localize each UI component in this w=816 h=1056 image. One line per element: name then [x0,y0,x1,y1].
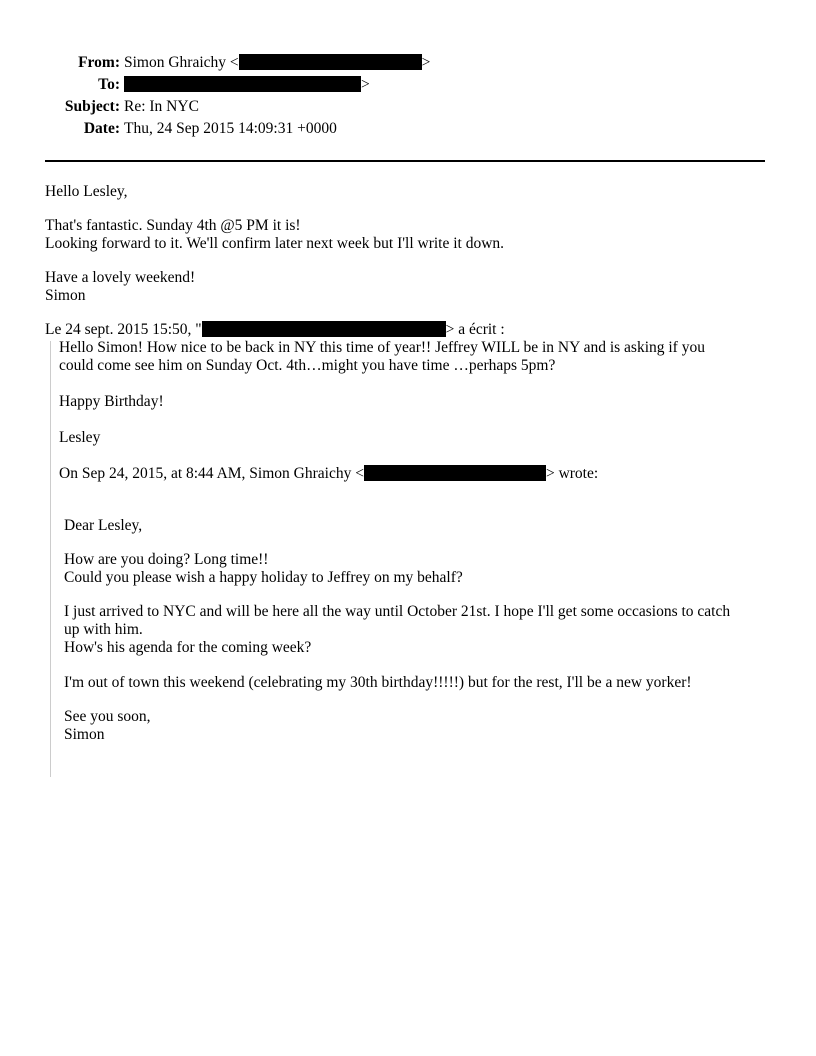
redacted-email [202,321,446,337]
quote2-line: up with him. [64,621,143,638]
quote-intro-end: > a écrit : [445,321,505,338]
quote2-line: How are you doing? Long time!! [64,551,269,568]
quote2-intro [59,465,759,483]
from-close: > [421,54,431,71]
to-row [0,76,370,96]
redacted-email [124,76,361,92]
from-label: From: [78,54,120,71]
quote2-line: See you soon, [64,708,151,725]
redacted-email [364,465,546,481]
quote-line: could come see him on Sunday Oct. 4th…might you have time …perhaps 5pm? [59,357,556,374]
header-divider [45,160,765,162]
quote2-line: I'm out of town this weekend (celebrating my 30th birthday!!!!!) but for the rest, I'll be a new yorker! [64,674,692,691]
quote2-intro-end: > wrote: [545,465,599,482]
quote2-intro-start: On Sep 24, 2015, at 8:44 AM, Simon Ghraichy < [59,465,364,482]
quote2-signature: Simon [64,726,105,743]
body-line: Have a lovely weekend! [45,269,196,286]
quote2-greeting: Dear Lesley, [64,517,143,534]
body-line: That's fantastic. Sunday 4th @5 PM it is! [45,217,301,234]
quote2-line: Could you please wish a happy holiday to Jeffrey on my behalf? [64,569,463,586]
date-label: Date: [83,120,120,137]
quote-line: Happy Birthday! [59,393,164,410]
from-name: Simon Ghraichy < [124,54,239,71]
quote-intro [45,321,765,339]
date-row [0,120,337,140]
quote-line: Lesley [59,429,101,446]
date-value: Thu, 24 Sep 2015 14:09:31 +0000 [124,120,337,137]
quote-line: Hello Simon! How nice to be back in NY this time of year!! Jeffrey WILL be in NY and is asking if you [59,339,705,356]
quote2-line: How's his agenda for the coming week? [64,639,312,656]
subject-value: Re: In NYC [124,98,199,115]
to-close: > [361,76,370,93]
redacted-email [239,54,422,70]
body-signature: Simon [45,287,86,304]
quote2-line: I just arrived to NYC and will be here all the way until October 21st. I hope I'll get some occasions to catch [64,603,731,620]
quote-intro-start: Le 24 sept. 2015 15:50, " [45,321,202,338]
subject-row [0,98,199,118]
to-label: To: [98,76,120,93]
body-line: Looking forward to it. We'll confirm later next week but I'll write it down. [45,235,505,252]
quote-border [50,341,51,777]
from-row [0,54,430,74]
body-greeting: Hello Lesley, [45,183,128,200]
subject-label: Subject: [64,98,120,115]
